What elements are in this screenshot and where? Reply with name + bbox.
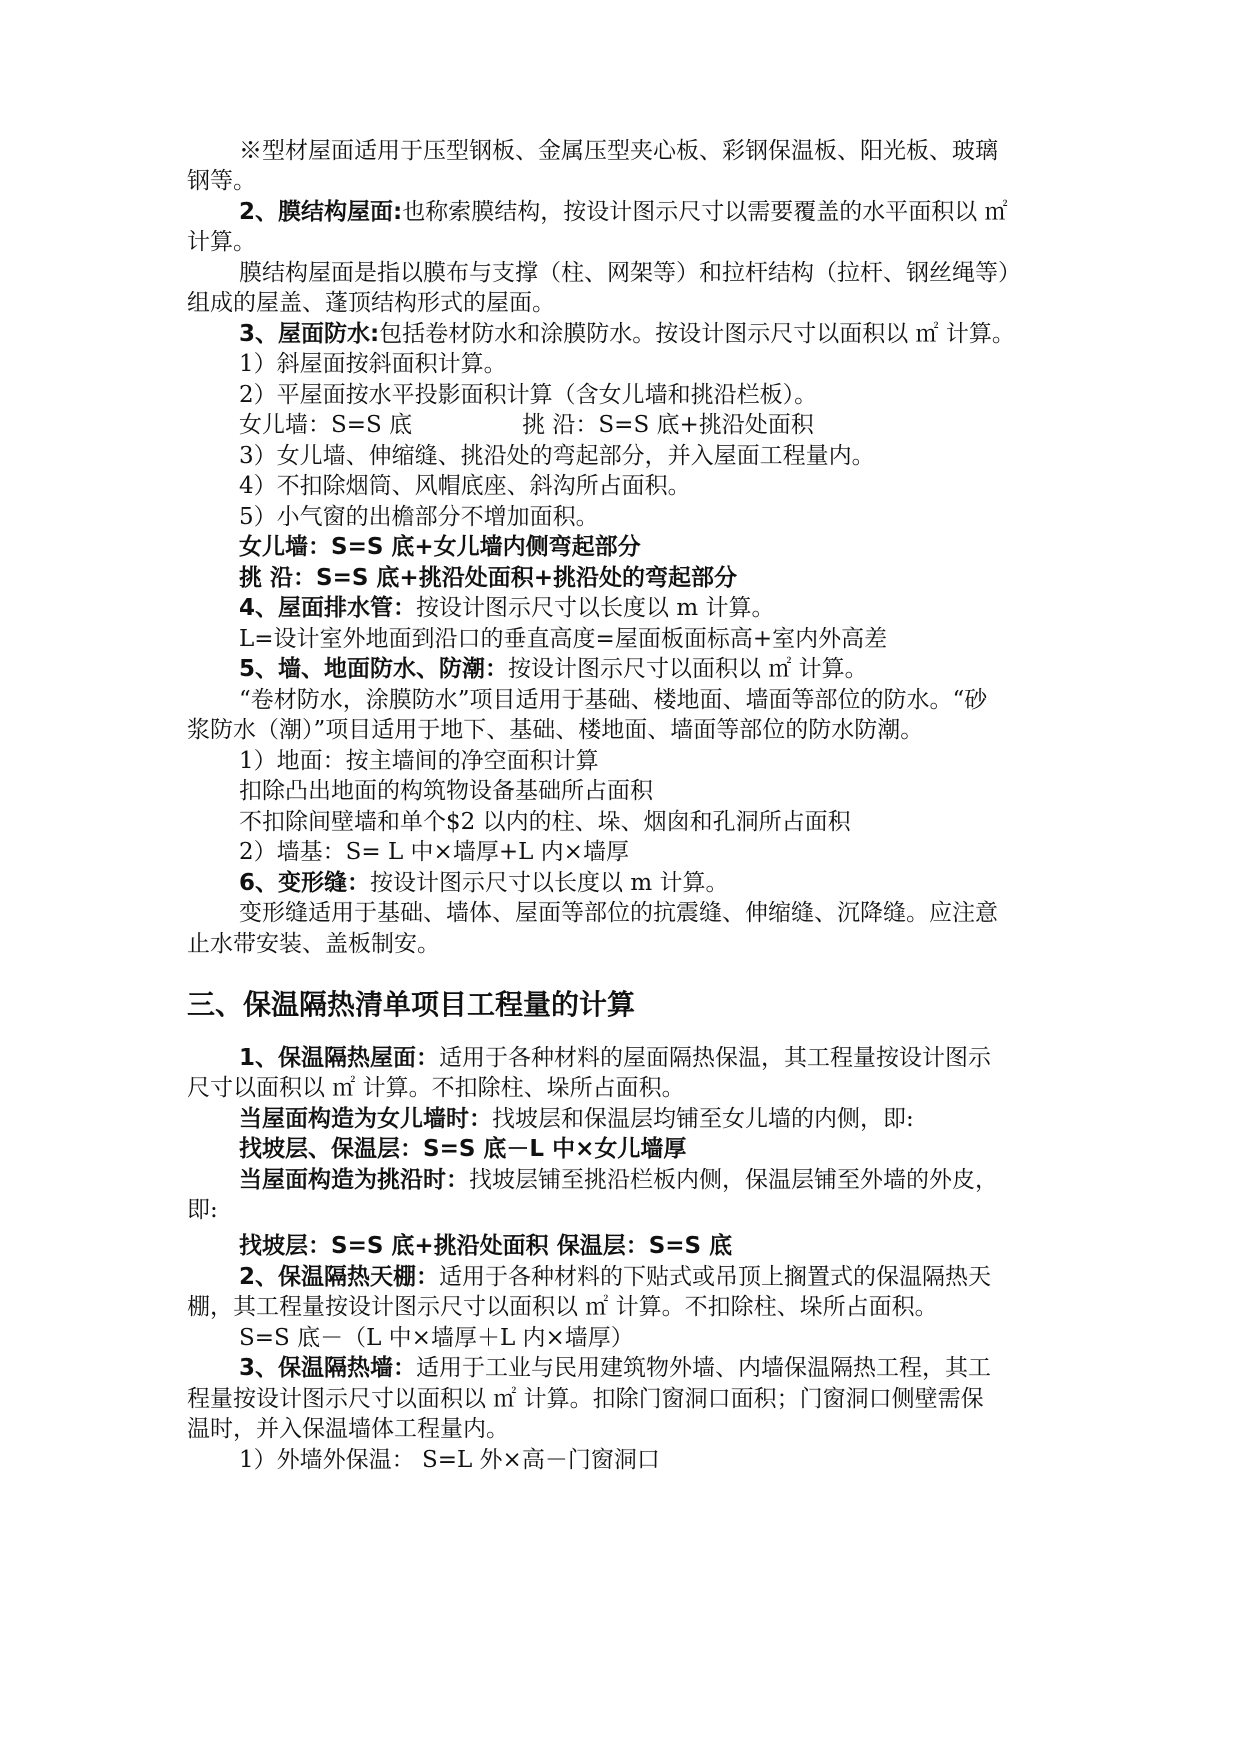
text-line bbox=[239, 1133, 1055, 1165]
text-line bbox=[239, 1103, 1055, 1135]
text-line bbox=[187, 1291, 1055, 1323]
text-line bbox=[239, 836, 1055, 868]
text-line bbox=[187, 928, 1055, 960]
text-line bbox=[187, 165, 1055, 197]
item-heading: 当屋面构造为挑沿时： bbox=[239, 1167, 469, 1193]
text-span: 找坡层和保温层均铺至女儿墙的内侧，即: bbox=[492, 1106, 914, 1132]
text-line bbox=[239, 348, 1055, 380]
text-span: S=S 底－（L 中×墙厚＋L 内×墙厚） bbox=[239, 1325, 634, 1351]
text-line bbox=[239, 592, 1055, 624]
item-heading: 3、保温隔热墙： bbox=[239, 1355, 417, 1381]
text-line bbox=[187, 1383, 1055, 1415]
text-span: 挑 沿：S=S 底+挑沿处面积 bbox=[522, 412, 814, 438]
text-line bbox=[239, 1444, 1055, 1476]
text-line bbox=[239, 409, 1055, 441]
text-line bbox=[239, 562, 1055, 594]
text-span: L=设计室外地面到沿口的垂直高度=屋面板面标高+室内外高差 bbox=[239, 626, 888, 652]
formula-bold: 找坡层：S=S 底+挑沿处面积 保温层：S=S 底 bbox=[239, 1233, 733, 1259]
text-span: 止水带安装、盖板制安。 bbox=[187, 931, 440, 957]
text-span: 1）外墙外保温： S=L 外×高－门窗洞口 bbox=[239, 1447, 660, 1473]
formula-bold: 找坡层、保温层：S=S 底－L 中×女儿墙厚 bbox=[239, 1136, 687, 1162]
text-line bbox=[187, 226, 1055, 258]
text-span: 3）女儿墙、伸缩缝、挑沿处的弯起部分，并入屋面工程量内。 bbox=[239, 443, 875, 469]
text-span: 按设计图示尺寸以面积以 ㎡ 计算。 bbox=[508, 656, 868, 682]
text-line bbox=[239, 440, 1055, 472]
text-span: 4）不扣除烟筒、风帽底座、斜沟所占面积。 bbox=[239, 473, 691, 499]
item-heading: 当屋面构造为女儿墙时： bbox=[239, 1106, 492, 1132]
text-line bbox=[239, 1352, 1055, 1384]
text-span: 不扣除间壁墙和单个$2 以内的柱、垛、烟囱和孔洞所占面积 bbox=[239, 809, 851, 835]
text-span: 棚，其工程量按设计图示尺寸以面积以 ㎡ 计算。不扣除柱、垛所占面积。 bbox=[187, 1294, 938, 1320]
text-line bbox=[239, 470, 1055, 502]
text-span: 找坡层铺至挑沿栏板内侧，保温层铺至外墙的外皮， bbox=[469, 1167, 998, 1193]
text-line bbox=[239, 379, 1055, 411]
text-span: 女儿墙：S=S 底 bbox=[239, 412, 413, 438]
text-line bbox=[239, 257, 1055, 289]
text-span: ※型材屋面适用于压型钢板、金属压型夹心板、彩钢保温板、阳光板、玻璃 bbox=[239, 138, 998, 164]
text-line bbox=[187, 714, 1055, 746]
text-line bbox=[239, 806, 1055, 838]
text-span: 也称索膜结构，按设计图示尺寸以需要覆盖的水平面积以 ㎡ bbox=[402, 199, 1008, 225]
text-span: 计算。 bbox=[187, 229, 256, 255]
text-span: 适用于各种材料的下贴式或吊顶上搁置式的保温隔热天 bbox=[439, 1264, 992, 1290]
section-heading: 三、保温隔热清单项目工程量的计算 bbox=[187, 988, 636, 1021]
text-line bbox=[239, 623, 1055, 655]
text-line bbox=[239, 653, 1055, 685]
text-span: 5）小气窗的出檐部分不增加面积。 bbox=[239, 504, 599, 530]
text-span: 浆防水（潮）”项目适用于地下、基础、楼地面、墙面等部位的防水防潮。 bbox=[187, 717, 924, 743]
text-span: 即: bbox=[187, 1197, 218, 1223]
text-span: 1）斜屋面按斜面积计算。 bbox=[239, 351, 507, 377]
item-heading: 3、屋面防水: bbox=[239, 321, 380, 347]
text-span: 包括卷材防水和涂膜防水。按设计图示尺寸以面积以 ㎡ 计算。 bbox=[379, 321, 1015, 347]
text-span: 扣除凸出地面的构筑物设备基础所占面积 bbox=[239, 778, 653, 804]
text-span: 钢等。 bbox=[187, 168, 256, 194]
text-line bbox=[239, 684, 1055, 716]
item-heading: 4、屋面排水管： bbox=[239, 595, 417, 621]
formula-bold: 挑 沿：S=S 底+挑沿处面积+挑沿处的弯起部分 bbox=[239, 565, 737, 591]
item-heading: 1、保温隔热屋面： bbox=[239, 1045, 440, 1071]
text-line bbox=[239, 1042, 1055, 1074]
text-line bbox=[187, 1194, 1055, 1226]
text-span: “卷材防水，涂膜防水”项目适用于基础、楼地面、墙面等部位的防水。“砂 bbox=[239, 687, 988, 713]
text-line bbox=[239, 196, 1055, 228]
text-line bbox=[239, 867, 1055, 899]
item-heading: 6、变形缝： bbox=[239, 870, 371, 896]
text-span: 1）地面：按主墙间的净空面积计算 bbox=[239, 748, 599, 774]
text-span: 2）平屋面按水平投影面积计算（含女儿墙和挑沿栏板）。 bbox=[239, 382, 818, 408]
text-line bbox=[239, 531, 1055, 563]
item-heading: 2、保温隔热天棚： bbox=[239, 1264, 440, 1290]
text-span: 膜结构屋面是指以膜布与支撑（柱、网架等）和拉杆结构（拉杆、钢丝绳等） bbox=[239, 260, 1021, 286]
text-span: 2）墙基：S= L 中×墙厚+L 内×墙厚 bbox=[239, 839, 629, 865]
text-line bbox=[239, 1230, 1055, 1262]
text-line bbox=[239, 318, 1055, 350]
text-line bbox=[187, 287, 1055, 319]
text-line bbox=[187, 1413, 1055, 1445]
text-span: 变形缝适用于基础、墙体、屋面等部位的抗震缝、伸缩缝、沉降缝。应注意 bbox=[239, 900, 998, 926]
text-line bbox=[239, 1164, 1055, 1196]
text-span: 适用于工业与民用建筑物外墙、内墙保温隔热工程，其工 bbox=[416, 1355, 992, 1381]
text-span: 按设计图示尺寸以长度以 m 计算。 bbox=[416, 595, 775, 621]
item-heading: 2、膜结构屋面: bbox=[239, 199, 403, 225]
text-span: 程量按设计图示尺寸以面积以 ㎡ 计算。扣除门窗洞口面积；门窗洞口侧壁需保 bbox=[187, 1386, 984, 1412]
text-line bbox=[187, 1072, 1055, 1104]
text-span: 按设计图示尺寸以长度以 m 计算。 bbox=[370, 870, 729, 896]
text-line bbox=[239, 135, 1055, 167]
text-line bbox=[239, 775, 1055, 807]
text-span: 组成的屋盖、蓬顶结构形式的屋面。 bbox=[187, 290, 555, 316]
text-line bbox=[239, 745, 1055, 777]
item-heading: 5、墙、地面防水、防潮： bbox=[239, 656, 509, 682]
formula-bold: 女儿墙：S=S 底+女儿墙内侧弯起部分 bbox=[239, 534, 641, 560]
text-line bbox=[239, 1261, 1055, 1293]
text-line bbox=[239, 501, 1055, 533]
text-line bbox=[239, 897, 1055, 929]
text-span: 尺寸以面积以 ㎡ 计算。不扣除柱、垛所占面积。 bbox=[187, 1075, 685, 1101]
text-span: 适用于各种材料的屋面隔热保温，其工程量按设计图示 bbox=[439, 1045, 992, 1071]
text-line bbox=[239, 1322, 1055, 1354]
text-span: 温时，并入保温墙体工程量内。 bbox=[187, 1416, 509, 1442]
